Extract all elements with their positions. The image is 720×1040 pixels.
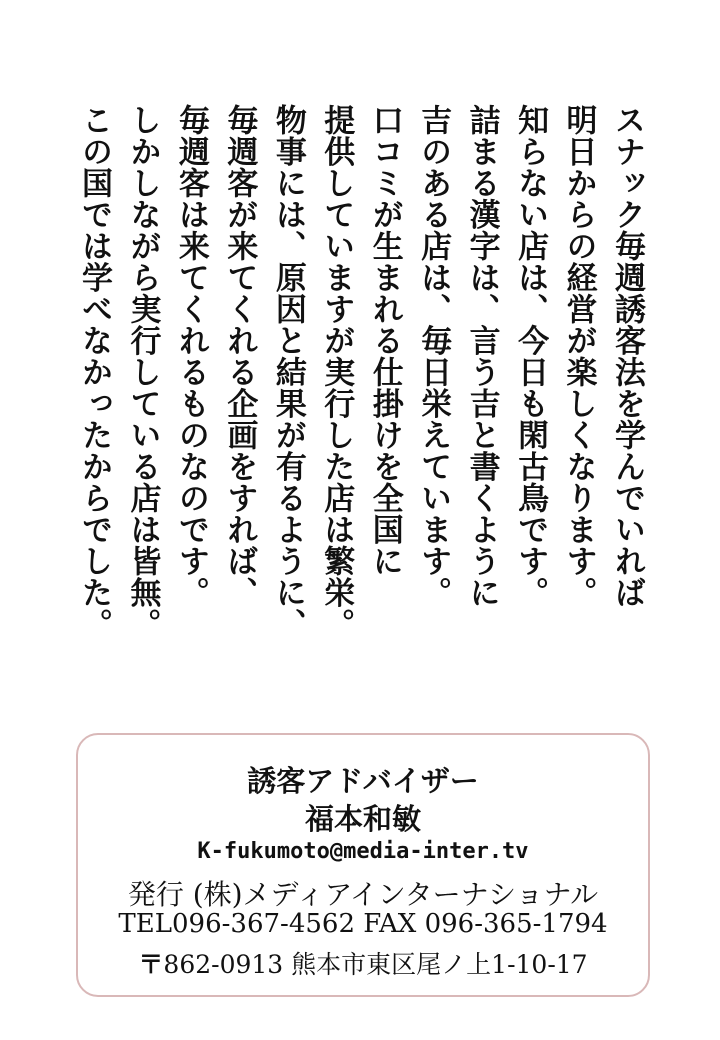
body-line-6: 口コミが生まれる仕掛けを全国に: [366, 104, 403, 577]
body-line-1: スナック毎週誘客法を学んでいれば: [608, 104, 645, 608]
body-line-7: 提供していますが実行した店は繁栄。: [318, 104, 355, 640]
address-line: [78, 945, 648, 981]
email-address: K-fukumoto@media-inter.tv: [197, 839, 529, 864]
address-text: 862-0913 熊本市東区尾ノ上1-10-17: [163, 950, 588, 979]
advisor-title: 誘客アドバイザー: [247, 764, 479, 798]
author-name: 福本和敏: [304, 802, 421, 836]
body-line-4: 詰まる漢字は、言う吉と書くように: [463, 104, 500, 608]
phone-fax-line: TEL096-367-4562 FAX 096-365-1794: [118, 909, 608, 939]
body-line-10: 毎週客は来てくれるものなのです。: [172, 104, 209, 608]
postal-mark-icon: 〒: [138, 950, 164, 979]
body-line-2: 明日からの経営が楽しくなります。: [560, 104, 597, 608]
body-line-12: この国では学べなかったからでした。: [76, 104, 112, 640]
body-line-5: 吉のある店は、毎日栄えています。: [415, 104, 452, 608]
body-line-3: 知らない店は、今日も閑古鳥です。: [512, 104, 549, 608]
contact-card: [76, 733, 650, 997]
body-line-9: 毎週客が来てくれる企画をすれば、: [221, 104, 258, 608]
body-line-8: 物事には、原因と結果が有るように、: [269, 104, 306, 640]
body-line-11: しかしながら実行している店は皆無。: [124, 104, 161, 640]
vertical-body-text: [60, 104, 660, 640]
publisher-line: 発行 (株)メディアインターナショナル: [127, 878, 599, 911]
